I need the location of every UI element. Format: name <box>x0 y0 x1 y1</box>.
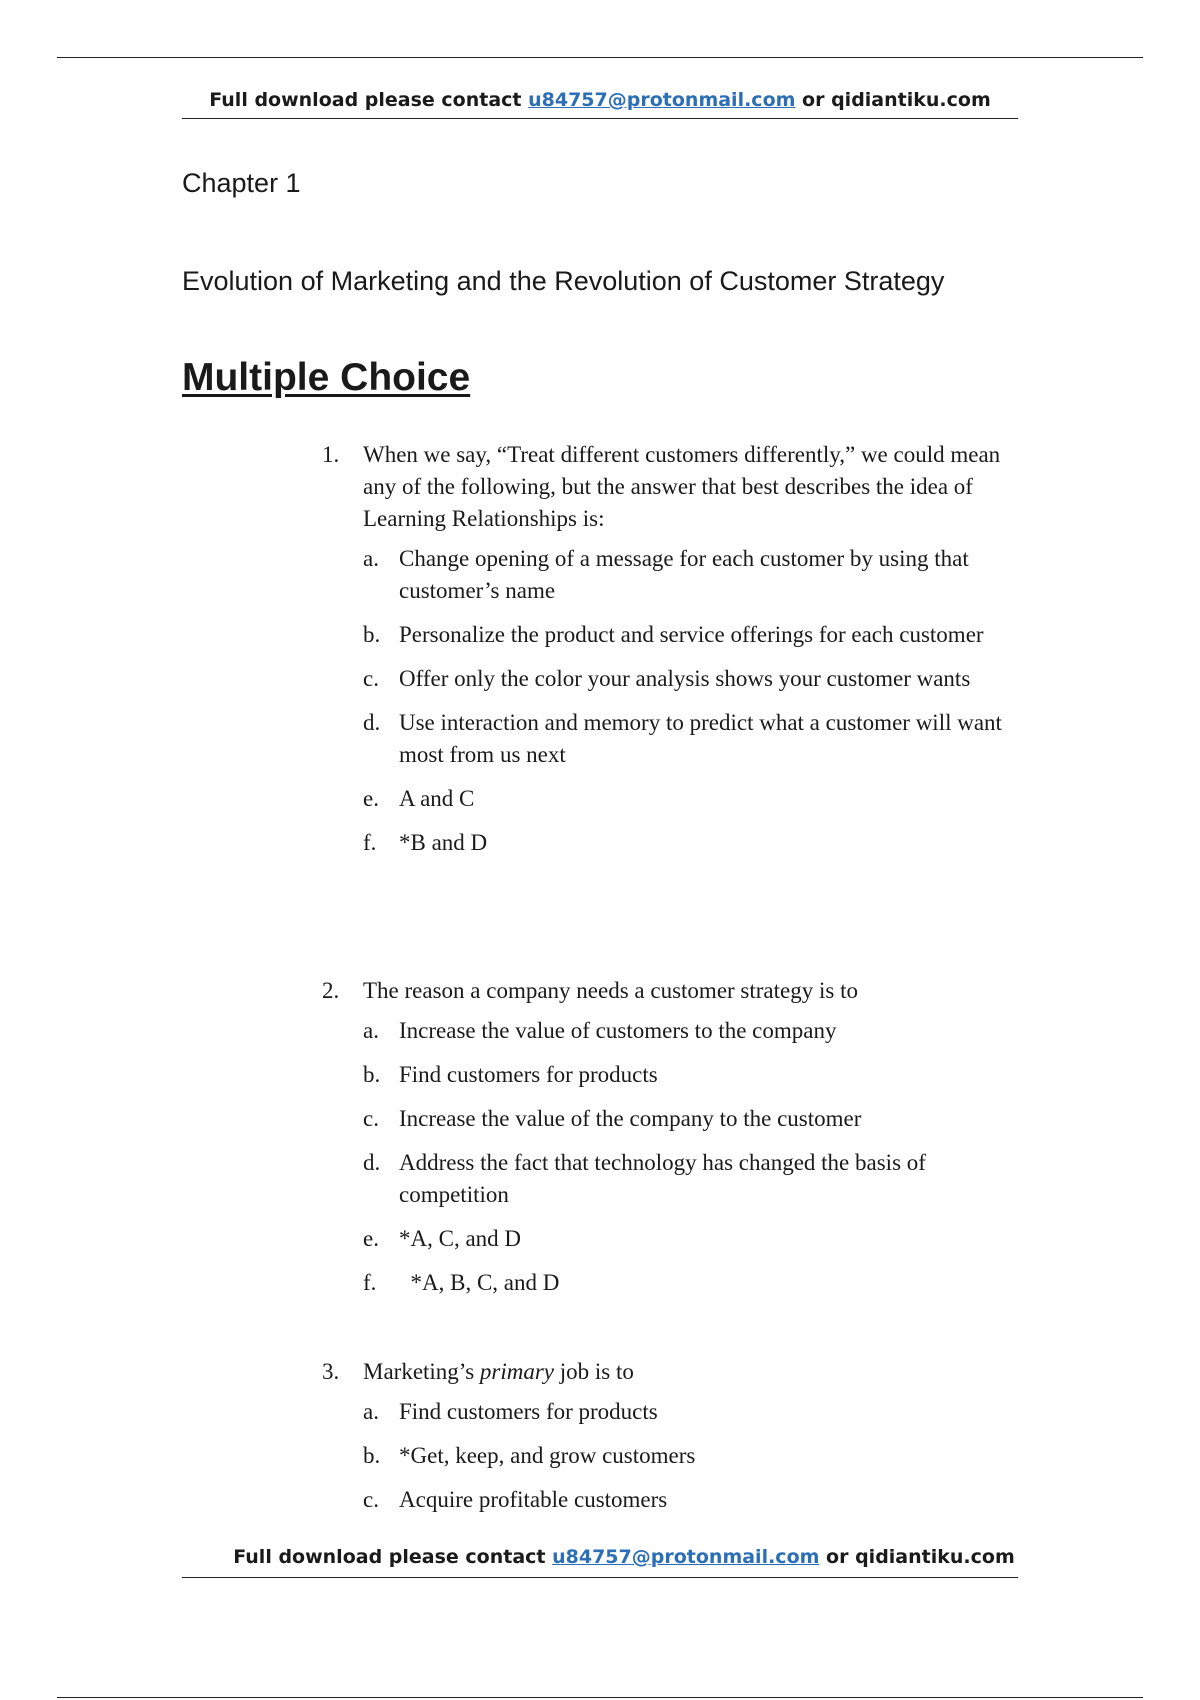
page-top-rule <box>57 57 1143 58</box>
option-letter: d. <box>363 710 381 735</box>
option-letter: c. <box>363 1487 379 1512</box>
option-letter: b. <box>363 1443 381 1468</box>
option-letter: c. <box>363 666 379 691</box>
answer-option <box>363 543 1012 607</box>
option-letter: a. <box>363 1018 379 1043</box>
question-stem: When we say, “Treat different customers differently,” we could mean any of the following, but the answer that best describes the idea of Learning Relationships is: <box>363 442 1001 531</box>
stem-text: Marketing’s <box>363 1359 480 1384</box>
section-heading: Multiple Choice <box>182 356 471 399</box>
answer-option <box>363 1484 1012 1516</box>
answer-option <box>363 1396 1012 1428</box>
option-text: Find customers for products <box>399 1399 658 1424</box>
option-letter: a. <box>363 546 379 571</box>
question-stem <box>363 1356 1012 1388</box>
option-text: Increase the value of customers to the company <box>399 1018 837 1043</box>
option-text: *A, C, and D <box>399 1226 522 1251</box>
answer-option <box>363 1015 1012 1047</box>
option-letter: e. <box>363 786 379 811</box>
option-text: *Get, keep, and grow customers <box>399 1443 696 1468</box>
option-letter: b. <box>363 1062 381 1087</box>
header-underline <box>182 118 1018 119</box>
answer-option <box>363 1103 1012 1135</box>
answer-option <box>363 707 1012 771</box>
option-text: Use interaction and memory to predict what a customer will want most from us next <box>399 710 1002 767</box>
option-text: *B and D <box>399 830 488 855</box>
page-bottom-rule <box>57 1697 1143 1698</box>
answer-option <box>363 783 1012 815</box>
answer-option <box>363 663 1012 695</box>
option-text: Change opening of a message for each customer by using that customer’s name <box>399 546 969 603</box>
banner-prefix: Full download please contact <box>209 89 529 111</box>
option-text: Personalize the product and service offerings for each customer <box>399 622 984 647</box>
download-banner-footer <box>206 1546 1042 1568</box>
option-text: Increase the value of the company to the customer <box>399 1106 862 1131</box>
option-text: *A, B, C, and D <box>399 1270 560 1295</box>
contact-email-link[interactable]: u84757@protonmail.com <box>528 89 796 111</box>
option-letter: f. <box>363 1270 377 1295</box>
contact-email-link[interactable]: u84757@protonmail.com <box>552 1546 820 1568</box>
question-number: 1. <box>322 442 340 467</box>
banner-prefix: Full download please contact <box>233 1546 553 1568</box>
option-letter: f. <box>363 830 377 855</box>
answer-option <box>363 1267 1012 1299</box>
answer-option <box>363 1223 1012 1255</box>
option-letter: c. <box>363 1106 379 1131</box>
stem-emphasis: primary <box>479 1359 555 1384</box>
question-1 <box>322 439 1012 871</box>
option-text: Find customers for products <box>399 1062 658 1087</box>
banner-suffix: or qidiantiku.com <box>795 89 991 111</box>
question-number: 3. <box>322 1359 340 1384</box>
stem-text: job is to <box>554 1359 634 1384</box>
question-3 <box>322 1356 1012 1528</box>
option-text: A and C <box>399 786 475 811</box>
answer-option <box>363 827 1012 859</box>
answer-option <box>363 1059 1012 1091</box>
answer-option <box>363 619 1012 651</box>
question-number: 2. <box>322 978 340 1003</box>
question-2 <box>322 975 1012 1311</box>
answer-option <box>363 1440 1012 1472</box>
option-text: Acquire profitable customers <box>399 1487 668 1512</box>
chapter-title: Evolution of Marketing and the Revolution of Customer Strategy <box>182 266 945 296</box>
option-letter: b. <box>363 622 381 647</box>
chapter-label: Chapter 1 <box>182 168 301 198</box>
option-text: Address the fact that technology has changed the basis of competition <box>399 1150 926 1207</box>
question-stem: The reason a company needs a customer strategy is to <box>363 978 858 1003</box>
option-text: Offer only the color your analysis shows your customer wants <box>399 666 971 691</box>
answer-option <box>363 1147 1012 1211</box>
option-letter: e. <box>363 1226 379 1251</box>
option-letter: a. <box>363 1399 379 1424</box>
banner-suffix: or qidiantiku.com <box>819 1546 1015 1568</box>
footer-underline <box>182 1577 1018 1578</box>
download-banner-header <box>182 89 1018 111</box>
option-letter: d. <box>363 1150 381 1175</box>
